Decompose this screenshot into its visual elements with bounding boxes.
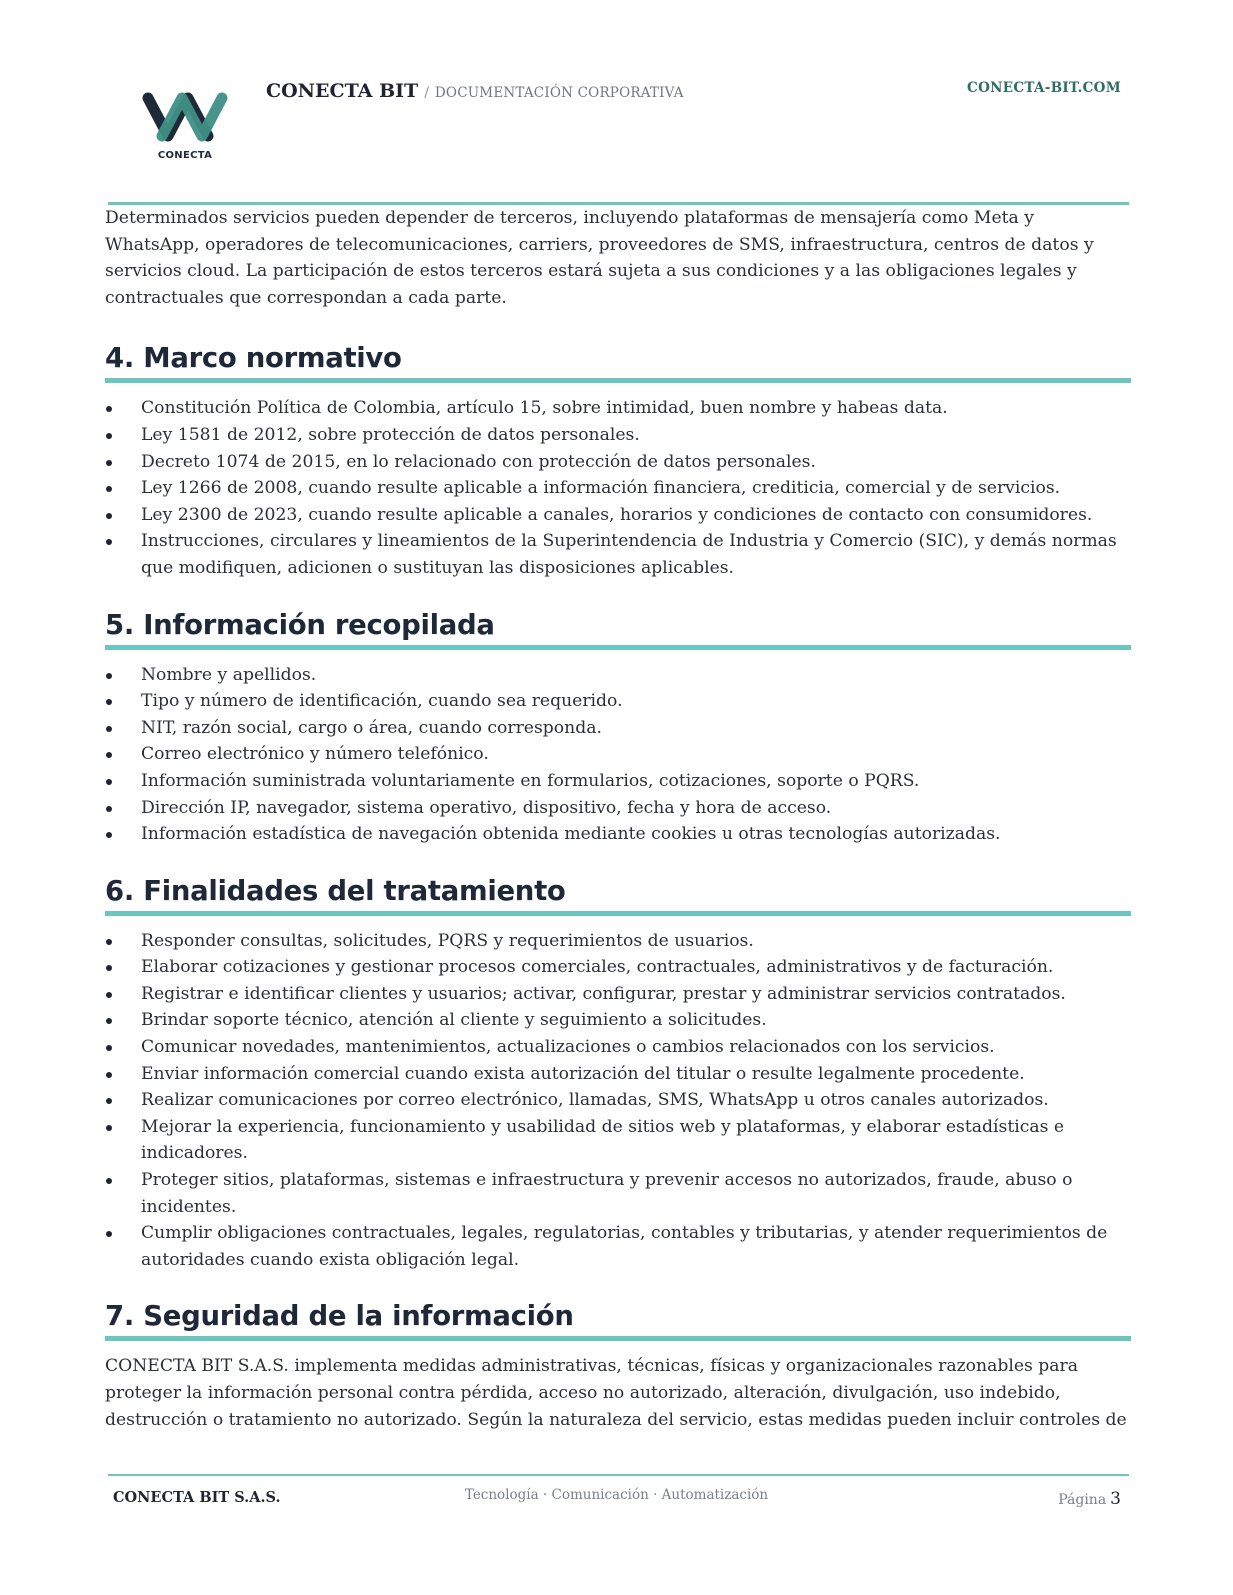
list-item: Información suministrada voluntariamente en formularios, cotizaciones, soporte o PQRS. xyxy=(105,768,1131,795)
page-indicator xyxy=(1058,1489,1121,1509)
list-item: Tipo y número de identificación, cuando sea requerido. xyxy=(105,688,1131,715)
page-label: Página xyxy=(1058,1492,1107,1508)
page-content xyxy=(105,205,1131,1433)
list-item: Cumplir obligaciones contractuales, legales, regulatorias, contables y tributarias, y atender requerimientos de autoridades cuando exista obligación legal. xyxy=(105,1220,1131,1273)
section-seguridad xyxy=(105,1298,1131,1433)
list-item: Ley 2300 de 2023, cuando resulte aplicable a canales, horarios y condiciones de contacto con consumidores. xyxy=(105,502,1131,529)
list-item: Ley 1266 de 2008, cuando resulte aplicable a información financiera, crediticia, comercial y de servicios. xyxy=(105,475,1131,502)
list-item: Enviar información comercial cuando exista autorización del titular o resulte legalmente procedente. xyxy=(105,1061,1131,1088)
list-item: Decreto 1074 de 2015, en lo relacionado con protección de datos personales. xyxy=(105,449,1131,476)
intro-paragraph: Determinados servicios pueden depender de terceros, incluyendo plataformas de mensajería como Meta y WhatsApp, operadores de telecomunicaciones, carriers, proveedores de SMS, infraestructura, centros de datos y servicios cloud. La participación de estos terceros estará sujeta a sus condiciones y a las obligaciones legales y contractuales que correspondan a cada parte. xyxy=(105,208,1094,308)
bullet-list xyxy=(105,662,1131,848)
bullet-list xyxy=(105,395,1131,581)
section-heading: 4. Marco normativo xyxy=(105,340,1131,383)
list-item: Correo electrónico y número telefónico. xyxy=(105,741,1131,768)
section-informacion-recopilada xyxy=(105,607,1131,848)
footer-company: CONECTA BIT S.A.S. xyxy=(113,1489,281,1506)
list-item: Dirección IP, navegador, sistema operativo, dispositivo, fecha y hora de acceso. xyxy=(105,795,1131,822)
list-item: Realizar comunicaciones por correo electrónico, llamadas, SMS, WhatsApp u otros canales autorizados. xyxy=(105,1087,1131,1114)
page-number: 3 xyxy=(1110,1489,1121,1509)
list-item: Proteger sitios, plataformas, sistemas e infraestructura y prevenir accesos no autorizados, fraude, abuso o incidentes. xyxy=(105,1167,1131,1220)
section-paragraph: CONECTA BIT S.A.S. implementa medidas administrativas, técnicas, físicas y organizacionales razonables para proteger la información personal contra pérdida, acceso no autorizado, alteración, divulgación, uso indebido, destrucción o tratamiento no autorizado. Según la naturaleza del servicio, estas medidas pueden incluir controles de xyxy=(105,1356,1127,1430)
list-item: Mejorar la experiencia, funcionamiento y usabilidad de sitios web y plataformas, y elaborar estadísticas e indicadores. xyxy=(105,1114,1131,1167)
header-brand xyxy=(266,80,684,102)
section-heading: 6. Finalidades del tratamiento xyxy=(105,873,1131,916)
brand-name: CONECTA BIT xyxy=(266,80,419,102)
list-item: Constitución Política de Colombia, artículo 15, sobre intimidad, buen nombre y habeas data. xyxy=(105,395,1131,422)
list-item: Brindar soporte técnico, atención al cliente y seguimiento a solicitudes. xyxy=(105,1007,1131,1034)
list-item: NIT, razón social, cargo o área, cuando corresponda. xyxy=(105,715,1131,742)
footer-tagline: Tecnología · Comunicación · Automatización xyxy=(464,1487,769,1503)
bullet-list xyxy=(105,928,1131,1274)
site-link[interactable]: CONECTA-BIT.COM xyxy=(967,80,1121,96)
conecta-logo xyxy=(140,92,230,166)
list-item: Instrucciones, circulares y lineamientos de la Superintendencia de Industria y Comercio (SIC), y demás normas que modifiquen, adicionen o sustituyan las disposiciones aplicables. xyxy=(105,528,1131,581)
list-item: Nombre y apellidos. xyxy=(105,662,1131,689)
section-marco-normativo xyxy=(105,340,1131,581)
list-item: Información estadística de navegación obtenida mediante cookies u otras tecnologías autorizadas. xyxy=(105,821,1131,848)
brand-separator: / xyxy=(424,85,429,101)
section-heading: 7. Seguridad de la información xyxy=(105,1298,1131,1341)
list-item: Registrar e identificar clientes y usuarios; activar, configurar, prestar y administrar servicios contratados. xyxy=(105,981,1131,1008)
brand-subtitle: DOCUMENTACIÓN CORPORATIVA xyxy=(434,85,684,101)
section-finalidades xyxy=(105,873,1131,1274)
list-item: Ley 1581 de 2012, sobre protección de datos personales. xyxy=(105,422,1131,449)
section-heading: 5. Información recopilada xyxy=(105,607,1131,650)
list-item: Elaborar cotizaciones y gestionar procesos comerciales, contractuales, administrativos y de facturación. xyxy=(105,954,1131,981)
logo-text: CONECTA xyxy=(157,150,213,161)
logo-mark-icon xyxy=(140,92,230,152)
page-header xyxy=(0,0,1233,210)
footer-divider xyxy=(108,1474,1129,1476)
list-item: Comunicar novedades, mantenimientos, actualizaciones o cambios relacionados con los servicios. xyxy=(105,1034,1131,1061)
list-item: Responder consultas, solicitudes, PQRS y requerimientos de usuarios. xyxy=(105,928,1131,955)
